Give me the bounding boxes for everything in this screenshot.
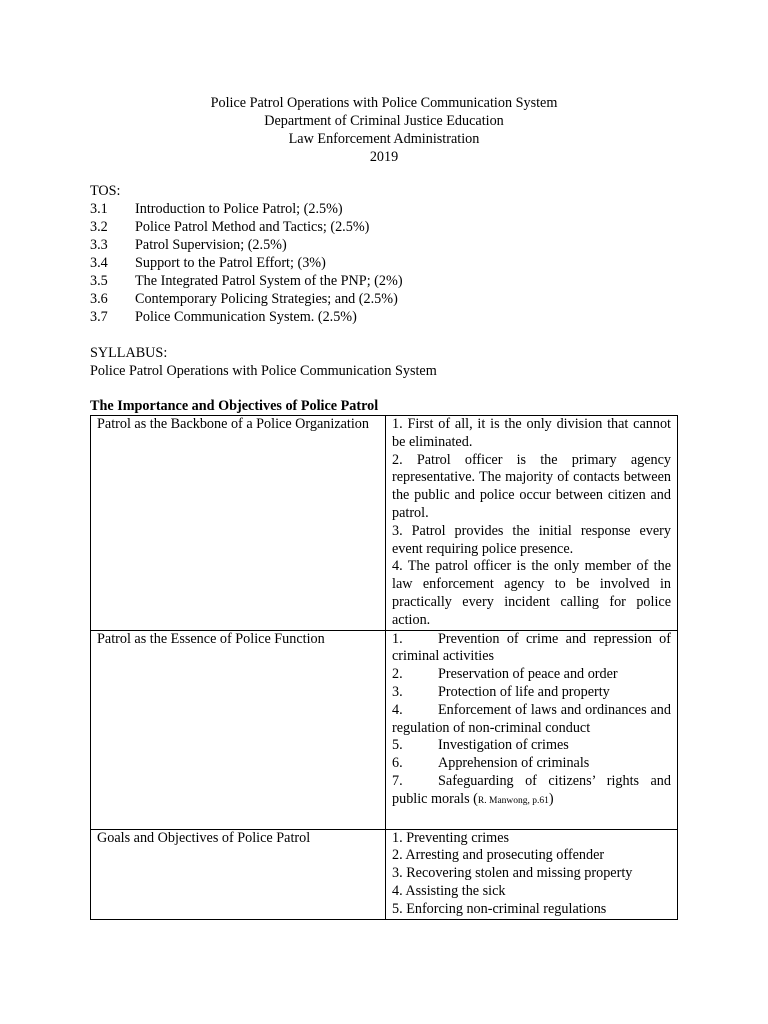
list-number: 5. — [392, 737, 403, 754]
list-item: 2. Arresting and prosecuting offender — [392, 847, 605, 864]
list-item: 3. Patrol provides the initial response every event requiring police presence. — [392, 522, 671, 557]
tos-item-number: 3.1 — [90, 201, 108, 217]
list-item: 5. Enforcing non-criminal regulations — [392, 900, 607, 917]
list-item — [392, 755, 671, 773]
list-number: 2. — [392, 666, 403, 683]
table-cell-topic — [91, 416, 386, 631]
table-cell-details — [386, 630, 678, 829]
list-text: Enforcement of laws and ordinances and regulation of non-criminal conduct — [392, 701, 671, 736]
list-item — [392, 702, 671, 738]
objectives-table — [90, 415, 678, 920]
tos-item-number: 3.4 — [90, 255, 108, 271]
table-cell-details — [386, 829, 678, 919]
tos-item — [90, 254, 678, 272]
list-item: 4. The patrol officer is the only member of the law enforcement agency to be involved in practically every incident calling for police action. — [392, 558, 671, 628]
department-name: Department of Criminal Justice Education — [264, 113, 504, 129]
table-row — [91, 829, 678, 919]
topic-text: Goals and Objectives of Police Patrol — [97, 829, 311, 846]
syllabus-text: Police Patrol Operations with Police Communication System — [90, 363, 437, 379]
syllabus-section — [90, 344, 678, 380]
list-item — [392, 773, 671, 811]
tos-item-number: 3.7 — [90, 309, 108, 325]
list-text: Preservation of peace and order — [438, 666, 618, 683]
list-item — [392, 737, 671, 755]
list-item — [392, 666, 671, 684]
tos-item-text: Police Patrol Method and Tactics; (2.5%) — [135, 219, 370, 235]
tos-item — [90, 218, 678, 236]
citation-close: ) — [548, 790, 554, 807]
list-item: 1. First of all, it is the only division that cannot be eliminated. — [392, 416, 671, 450]
tos-label: TOS: — [90, 183, 121, 199]
list-text: Protection of life and property — [438, 683, 610, 700]
tos-item-text: Introduction to Police Patrol; (2.5%) — [135, 201, 343, 217]
table-cell-topic — [91, 829, 386, 919]
table-row — [91, 630, 678, 829]
list-number: 1. — [392, 630, 403, 647]
year: 2019 — [369, 149, 399, 165]
tos-item-text: Support to the Patrol Effort; (3%) — [135, 255, 326, 271]
tos-item — [90, 200, 678, 218]
tos-item-text: Contemporary Policing Strategies; and (2.5%) — [135, 291, 398, 307]
topic-text: Patrol as the Backbone of a Police Organization — [97, 416, 369, 432]
program-name: Law Enforcement Administration — [288, 131, 480, 147]
document-header — [90, 94, 678, 166]
list-number: 7. — [392, 772, 403, 789]
table-cell-details — [386, 416, 678, 631]
list-number: 3. — [392, 683, 403, 700]
list-item — [392, 684, 671, 702]
list-item: 3. Recovering stolen and missing property — [392, 865, 633, 882]
tos-item — [90, 272, 678, 290]
course-title: Police Patrol Operations with Police Communication System — [210, 95, 558, 111]
list-number: 6. — [392, 755, 403, 772]
table-cell-topic — [91, 630, 386, 829]
tos-item-text: Patrol Supervision; (2.5%) — [135, 237, 287, 253]
tos-item-number: 3.6 — [90, 291, 108, 307]
list-text: Prevention of crime and repression of criminal activities — [392, 630, 671, 665]
table-row — [91, 416, 678, 631]
tos-item-number: 3.3 — [90, 237, 108, 253]
tos-item-text: The Integrated Patrol System of the PNP; (2%) — [135, 273, 403, 289]
list-text: Apprehension of criminals — [438, 755, 590, 772]
list-text: Safeguarding of citizens’ rights and public morals ( — [392, 772, 671, 807]
list-item: 2. Patrol officer is the primary agency representative. The majority of contacts between the public and police occur between citizen and patrol. — [392, 451, 671, 521]
tos-item-number: 3.2 — [90, 219, 108, 235]
list-item: 1. Preventing crimes — [392, 829, 510, 846]
syllabus-label: SYLLABUS: — [90, 345, 168, 361]
tos-item — [90, 308, 678, 326]
topic-text: Patrol as the Essence of Police Function — [97, 630, 325, 647]
list-item: 4. Assisting the sick — [392, 882, 506, 899]
tos-item-number: 3.5 — [90, 273, 108, 289]
tos-item-text: Police Communication System. (2.5%) — [135, 309, 357, 325]
section-title: The Importance and Objectives of Police Patrol — [90, 398, 379, 414]
tos-item — [90, 290, 678, 308]
list-number: 4. — [392, 701, 403, 718]
list-text: Investigation of crimes — [438, 737, 569, 754]
tos-item — [90, 236, 678, 254]
citation: R. Manwong, p.61 — [477, 795, 549, 806]
tos-section — [90, 182, 678, 326]
list-item — [392, 631, 671, 667]
